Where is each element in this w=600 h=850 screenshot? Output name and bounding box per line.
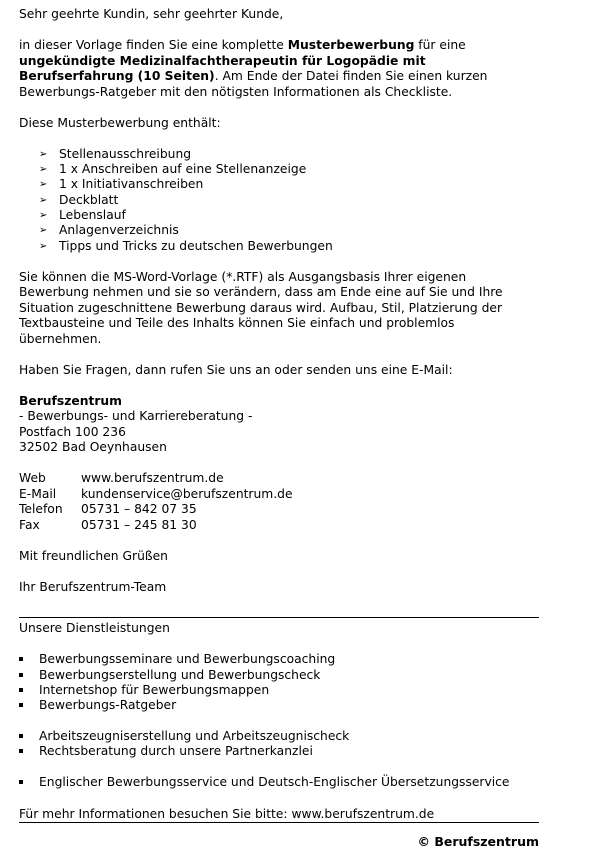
questions-paragraph: Haben Sie Fragen, dann rufen Sie uns an oder senden uns eine E-Mail: [19,362,453,377]
services-list-3 [19,775,539,790]
square-bullet-icon [19,657,23,661]
list-item: Rechtsberatung durch unsere Partnerkanzlei [19,744,539,759]
list-item: ➢ 1 x Initiativanschreiben [39,177,204,192]
closing: Mit freundlichen Grüßen [19,548,168,563]
square-bullet-icon [19,734,23,738]
usage-paragraph: Sie können die MS-Word-Vorlage (*.RTF) als Ausgangsbasis Ihrer eigenen Bewerbung nehmen und sie so verändern, dass am Ende eine auf Sie und Ihre Situation zugeschnittene Bewerbung daraus wird. Aufbau, Stil, Platzierung der Textbausteine und Teile des Inhalts können Sie einfach und problemlos übernehmen. [19,269,503,346]
list-item: Arbeitszeugniserstellung und Arbeitszeugnischeck [19,729,539,744]
square-bullet-icon [19,673,23,677]
services-list-2 [19,729,539,760]
contents-list [19,147,539,255]
company-postbox: Postfach 100 236 [19,424,126,439]
contact-web: Web www.berufszentrum.de [19,471,224,486]
company-tagline: - Bewerbungs- und Karriereberatung - [19,409,253,424]
square-bullet-icon [19,703,23,707]
footer-divider [19,822,539,823]
list-item: Bewerbungsseminare und Bewerbungscoaching [19,652,539,667]
square-bullet-icon [19,780,23,784]
company-city: 32502 Bad Oeynhausen [19,440,167,455]
intro-text-1: in dieser Vorlage finden Sie eine komplette [19,38,288,52]
arrow-bullet-icon: ➢ [39,163,48,175]
intro-text-2: für eine [414,38,466,52]
contact-fax: Fax 05731 – 245 81 30 [19,517,197,532]
intro-bold-1: Musterbewerbung [287,38,415,52]
contact-email: E-Mail kundenservice@berufszentrum.de [19,486,293,501]
list-item: Bewerbungs-Ratgeber [19,698,539,713]
list-item: ➢ Lebenslauf [39,208,126,223]
list-item: Internetshop für Bewerbungsmappen [19,683,539,698]
intro-bold-2: ungekündigte Medizinalfachtherapeutin für Logopädie mit Berufserfahrung (10 Seiten) [19,53,426,83]
services-list-1 [19,652,539,713]
document-page [19,7,539,823]
divider [19,617,539,618]
list-item: Englischer Bewerbungsservice und Deutsch-Englischer Übersetzungsservice [19,775,539,790]
copyright: © Berufszentrum [417,834,539,849]
arrow-bullet-icon: ➢ [39,225,48,237]
arrow-bullet-icon: ➢ [39,210,48,222]
more-info-link[interactable]: Für mehr Informationen besuchen Sie bitte: www.berufszentrum.de [19,806,435,821]
email-link[interactable]: kundenservice@berufszentrum.de [81,486,293,501]
list-item: ➢ Stellenausschreibung [39,146,192,161]
list-item: ➢ Anlagenverzeichnis [39,223,179,238]
contact-phone: Telefon 05731 – 842 07 35 [19,502,197,517]
list-item: ➢ Tipps und Tricks zu deutschen Bewerbungen [39,238,333,253]
arrow-bullet-icon: ➢ [39,148,48,160]
services-heading: Unsere Dienstleistungen [19,621,170,636]
arrow-bullet-icon: ➢ [39,179,48,191]
company-name: Berufszentrum [19,393,122,408]
intro-text-3: . Am Ende der Datei finden Sie einen kurzen Bewerbungs-Ratgeber mit den nötigsten Informationen als Checkliste. [19,69,488,99]
salutation: Sehr geehrte Kundin, sehr geehrter Kunde, [19,7,284,21]
list-item: ➢ Deckblatt [39,192,119,207]
signature: Ihr Berufszentrum-Team [19,579,167,594]
arrow-bullet-icon: ➢ [39,240,48,252]
list-item: Bewerbungserstellung und Bewerbungscheck [19,668,539,683]
square-bullet-icon [19,749,23,753]
intro-paragraph [19,38,539,100]
arrow-bullet-icon: ➢ [39,194,48,206]
contents-heading: Diese Musterbewerbung enthält: [19,115,221,130]
list-item: ➢ 1 x Anschreiben auf eine Stellenanzeige [39,161,307,176]
square-bullet-icon [19,688,23,692]
web-link[interactable]: www.berufszentrum.de [81,471,224,486]
